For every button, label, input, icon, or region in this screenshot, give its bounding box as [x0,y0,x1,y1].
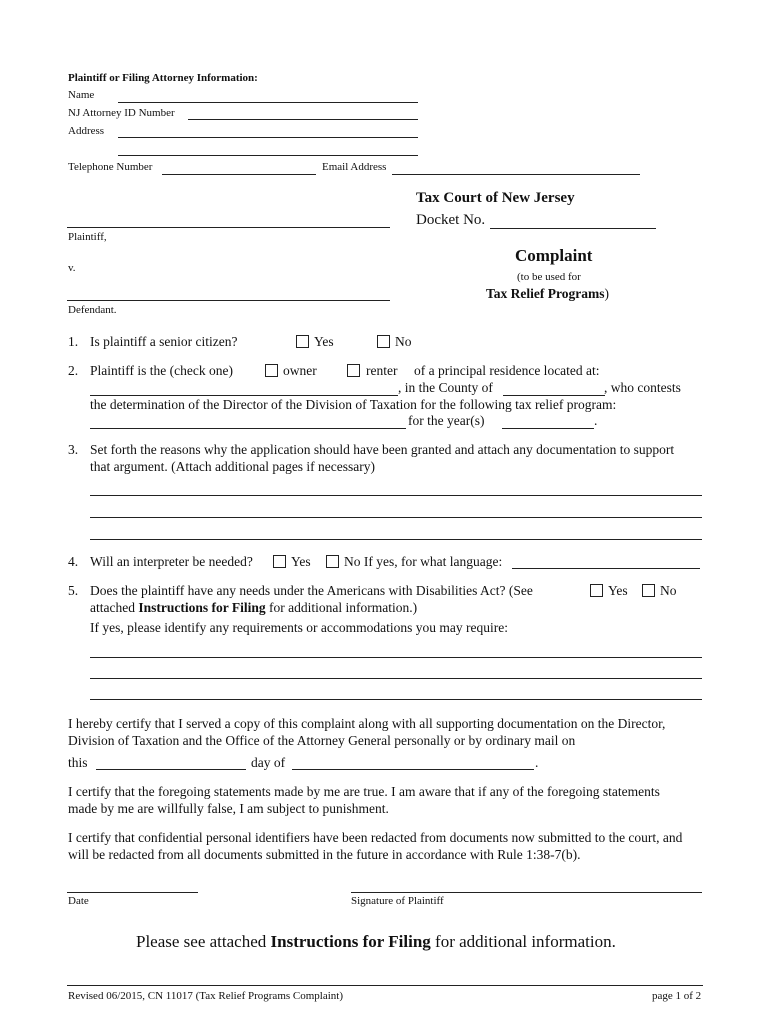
versus-label: v. [68,262,76,274]
q4-number: 4. [68,554,79,569]
tax-years-field[interactable] [502,412,594,429]
complaint-subtitle: (to be used for [517,271,581,283]
defendant-label: Defendant. [68,304,117,316]
q2-contests-label: , who contests [604,380,681,395]
email-label: Email Address [322,161,387,173]
q5-accommodation-line-2[interactable] [90,662,702,679]
plaintiff-name-field[interactable] [67,211,390,228]
q1-text: Is plaintiff a senior citizen? [90,334,238,349]
q2-owner-label: owner [283,363,317,378]
q2-period: . [594,413,598,428]
telephone-field[interactable] [162,158,316,175]
q2-renter-label: renter [366,363,398,378]
plaintiff-label: Plaintiff, [68,231,107,243]
q3-reason-line-1[interactable] [90,479,702,496]
q2-number: 2. [68,363,79,378]
q4-yes-checkbox[interactable] [273,555,286,568]
q2-county-label: , in the County of [398,380,493,395]
service-day-field[interactable] [96,753,246,770]
complaint-program-name: Tax Relief Programs [486,286,605,301]
notice-pre: Please see attached [136,932,267,951]
this-label: this [68,755,88,770]
truth-cert-line1: I certify that the foregoing statements made by me are true. I am aware that if any of the foregoing statements [68,784,660,799]
day-of-label: day of [251,755,286,770]
name-field[interactable] [118,86,418,103]
q5-accommodation-line-3[interactable] [90,683,702,700]
q2-renter-checkbox[interactable] [347,364,360,377]
signature-field[interactable] [351,876,702,893]
date-field[interactable] [67,876,198,893]
q1-yes-label: Yes [314,334,334,349]
q2-determination-text: the determination of the Director of the Division of Taxation for the following tax relief program: [90,397,617,412]
q4-text: Will an interpreter be needed? [90,554,253,569]
tax-relief-program-field[interactable] [90,412,406,429]
service-period: . [535,755,539,770]
q4-no-checkbox[interactable] [326,555,339,568]
q3-text-line2: that argument. (Attach additional pages if necessary) [90,459,376,474]
email-field[interactable] [392,158,640,175]
interpreter-language-field[interactable] [512,552,700,569]
attorney-id-field[interactable] [188,103,418,120]
q4-yes-label: Yes [291,554,311,569]
defendant-name-field[interactable] [67,284,390,301]
service-cert-line2: Division of Taxation and the Office of the Attorney General personally or by ordinary mail on [68,733,576,748]
q1-no-label: No [395,334,412,349]
q5-instructions-link: Instructions for Filing [138,600,266,615]
q5-number: 5. [68,583,79,598]
q4-no-label: No If yes, for what language: [344,554,503,569]
notice-post: for additional information. [435,932,616,951]
notice-instructions: Instructions for Filing [270,932,431,951]
q3-reason-line-2[interactable] [90,501,702,518]
q5-no-label: No [660,583,677,598]
court-title: Tax Court of New Jersey [416,190,575,206]
q5-line2-pre: attached [90,600,135,615]
q1-no-checkbox[interactable] [377,335,390,348]
county-field[interactable] [503,379,605,396]
q3-number: 3. [68,442,79,457]
footer-rule [67,985,703,986]
q1-yes-checkbox[interactable] [296,335,309,348]
attorney-info-header: Plaintiff or Filing Attorney Information: [68,72,258,84]
name-label: Name [68,89,95,101]
q3-text-line1: Set forth the reasons why the application should have been granted and attach any documentation to support [90,442,675,457]
q2-text: Plaintiff is the (check one) [90,363,233,378]
address-label: Address [68,125,105,137]
attorney-id-label: NJ Attorney ID Number [68,107,175,119]
q5-yes-checkbox[interactable] [590,584,603,597]
q5-no-checkbox[interactable] [642,584,655,597]
q5-yes-label: Yes [608,583,628,598]
q2-owner-checkbox[interactable] [265,364,278,377]
redaction-cert-line1: I certify that confidential personal identifiers have been redacted from documents now submitted to the court, and [68,830,683,845]
docket-label: Docket No. [416,212,486,228]
q5-text-line1: Does the plaintiff have any needs under the Americans with Disabilities Act? (See [90,583,533,598]
address-field-2[interactable] [118,139,418,156]
complaint-program-close: ) [604,286,609,301]
q5-text-line2 [90,600,417,616]
complaint-program [486,286,609,302]
residence-address-field[interactable] [90,379,398,396]
service-cert-line1: I hereby certify that I served a copy of this complaint along with all supporting documentation on the Director, [68,716,666,731]
address-field-1[interactable] [118,121,418,138]
truth-cert-line2: made by me are willfully false, I am subject to punishment. [68,801,389,816]
revision-text: Revised 06/2015, CN 11017 (Tax Relief Programs Complaint) [68,990,344,1002]
date-label: Date [68,895,89,907]
telephone-label: Telephone Number [68,161,153,173]
q1-number: 1. [68,334,79,349]
signature-label: Signature of Plaintiff [351,895,444,907]
q5-accommodation-line-1[interactable] [90,641,702,658]
q5-line2-post: for additional information.) [269,600,418,615]
docket-number-field[interactable] [490,212,656,229]
page-number: page 1 of 2 [652,990,702,1002]
q2-principal-text: of a principal residence located at: [414,363,600,378]
complaint-title: Complaint [515,246,593,265]
q5-text-line3: If yes, please identify any requirements or accommodations you may require: [90,620,508,635]
redaction-cert-line2: will be redacted from all documents submitted in the future in accordance with Rule 1:38-7(b). [68,847,581,862]
instructions-notice [136,932,616,952]
q2-years-label: for the year(s) [408,413,485,428]
q3-reason-line-3[interactable] [90,523,702,540]
service-month-year-field[interactable] [292,753,534,770]
